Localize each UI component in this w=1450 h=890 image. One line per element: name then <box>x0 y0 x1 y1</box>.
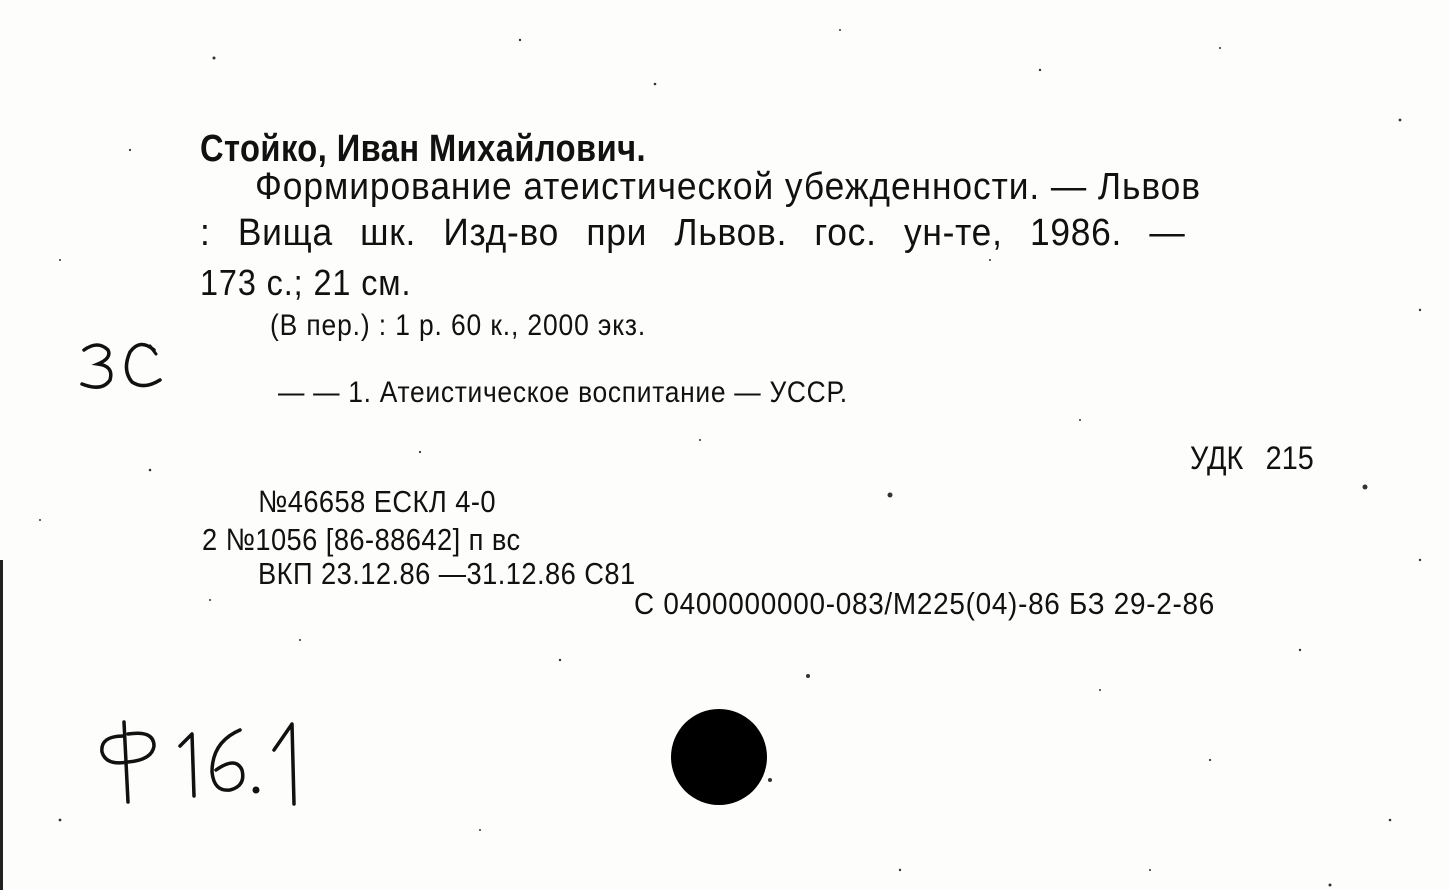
subject-heading-line: — — 1. Атеистическое воспитание — УССР. <box>278 376 848 409</box>
code-line-4: С 0400000000-083/М225(04)-86 БЗ 29-2-86 <box>634 586 1215 621</box>
title-line-2: : Вища шк. Изд-во при Львов. гос. ун-те, 1986. — <box>200 212 1186 254</box>
handwritten-section-mark <box>74 336 174 396</box>
handwritten-shelf-mark <box>94 716 324 806</box>
code-line-2: 2 №1056 [86-88642] п вс <box>202 522 521 557</box>
title-line-1: Формирование атеистической убежденности. — Львов <box>255 166 1201 208</box>
author-heading: Стойко, Иван Михайлович. <box>200 128 647 170</box>
udk-classification: УДК 215 <box>1190 440 1314 476</box>
code-line-1: №46658 ЕСКЛ 4-0 <box>258 484 497 519</box>
title-line-3: 173 с.; 21 см. <box>200 262 412 303</box>
price-line: (В пер.) : 1 р. 60 к., 2000 экз. <box>270 309 647 342</box>
punch-hole <box>671 709 767 805</box>
code-line-3: ВКП 23.12.86 —31.12.86 С81 <box>258 556 636 591</box>
